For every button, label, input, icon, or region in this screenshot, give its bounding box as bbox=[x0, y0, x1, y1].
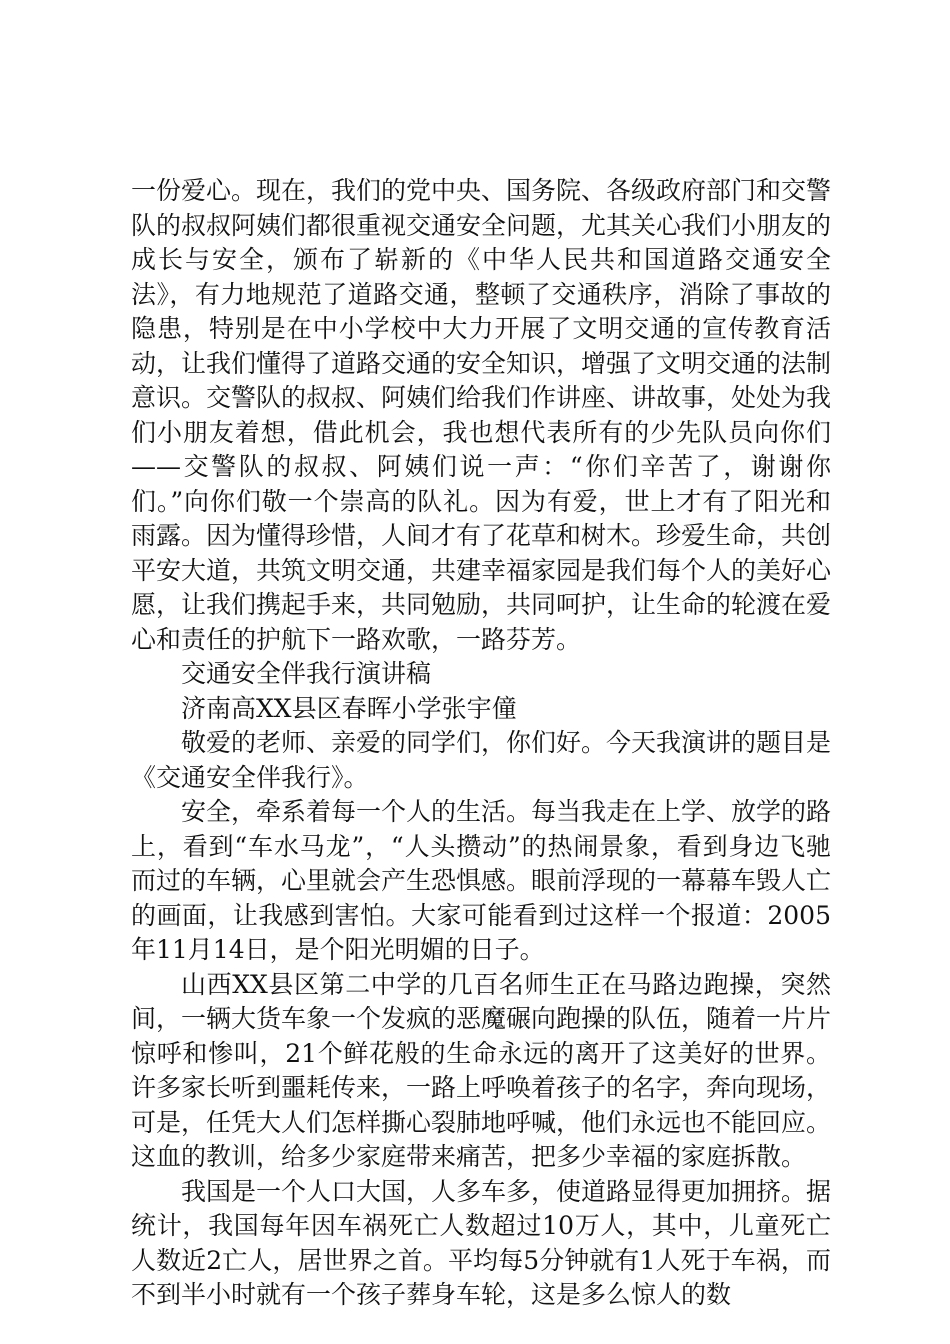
document-page bbox=[131, 174, 831, 1313]
paragraph-safety: 安全，牵系着每一个人的生活。每当我走在上学、放学的路上，看到“车水马龙”，“人头攒动”的热闹景象，看到身边飞驰而过的车辆，心里就会产生恐惧感。眼前浮现的一幕幕车毁人亡的画面，让我感到害怕。大家可能看到过这样一个报道：2005年11月14日，是个阳光明媚的日子。 bbox=[131, 797, 832, 964]
speech-author: 济南高XX县区春晖小学张宇僮 bbox=[181, 693, 517, 723]
speech-title: 交通安全伴我行演讲稿 bbox=[181, 659, 432, 688]
paragraph-greeting: 敬爱的老师、亲爱的同学们，你们好。今天我演讲的题目是《交通安全伴我行》。 bbox=[131, 728, 832, 792]
paragraph-intro-continued: 一份爱心。现在，我们的党中央、国务院、各级政府部门和交警队的叔叔阿姨们都很重视交通安全问题，尤其关心我们小朋友的成长与安全，颁布了崭新的《中华人民共和国道路交通安全法》，有力地规范了道路交通，整顿了交通秩序，消除了事故的隐患，特别是在中小学校中大力开展了文明交通的宣传教育活动，让我们懂得了道路交通的安全知识，增强了文明交通的法制意识。交警队的叔叔、阿姨们给我们作讲座、讲故事，处处为我们小朋友着想，借此机会，我也想代表所有的少先队员向你们——交警队的叔叔、阿姨们说一声：“你们辛苦了，谢谢你们。”向你们敬一个崇高的队礼。因为有爱，世上才有了阳光和雨露。因为懂得珍惜，人间才有了花草和树木。珍爱生命，共创平安大道，共筑文明交通，共建幸福家园是我们每个人的美好心愿，让我们携起手来，共同勉励，共同呵护，让生命的轮渡在爱心和责任的护航下一路欢歌，一路芬芳。 bbox=[131, 176, 832, 654]
paragraph-statistics: 我国是一个人口大国，人多车多，使道路显得更加拥挤。据统计，我国每年因车祸死亡人数超过10万人，其中，儿童死亡人数近2亡人，居世界之首。平均每5分钟就有1人死于车祸，而不到半小时就有一个孩子葬身车轮，这是多么惊人的数 bbox=[131, 1176, 832, 1309]
paragraph-accident: 山西XX县区第二中学的几百名师生正在马路边跑操，突然间，一辆大货车象一个发疯的恶魔碾向跑操的队伍，随着一片片惊呼和惨叫，21个鲜花般的生命永远的离开了这美好的世界。许多家长听到噩耗传来，一路上呼唤着孩子的名字，奔向现场，可是，任凭大人们怎样撕心裂肺地呼喊，他们永远也不能回应。这血的教训，给多少家庭带来痛苦，把多少幸福的家庭拆散。 bbox=[131, 969, 832, 1171]
